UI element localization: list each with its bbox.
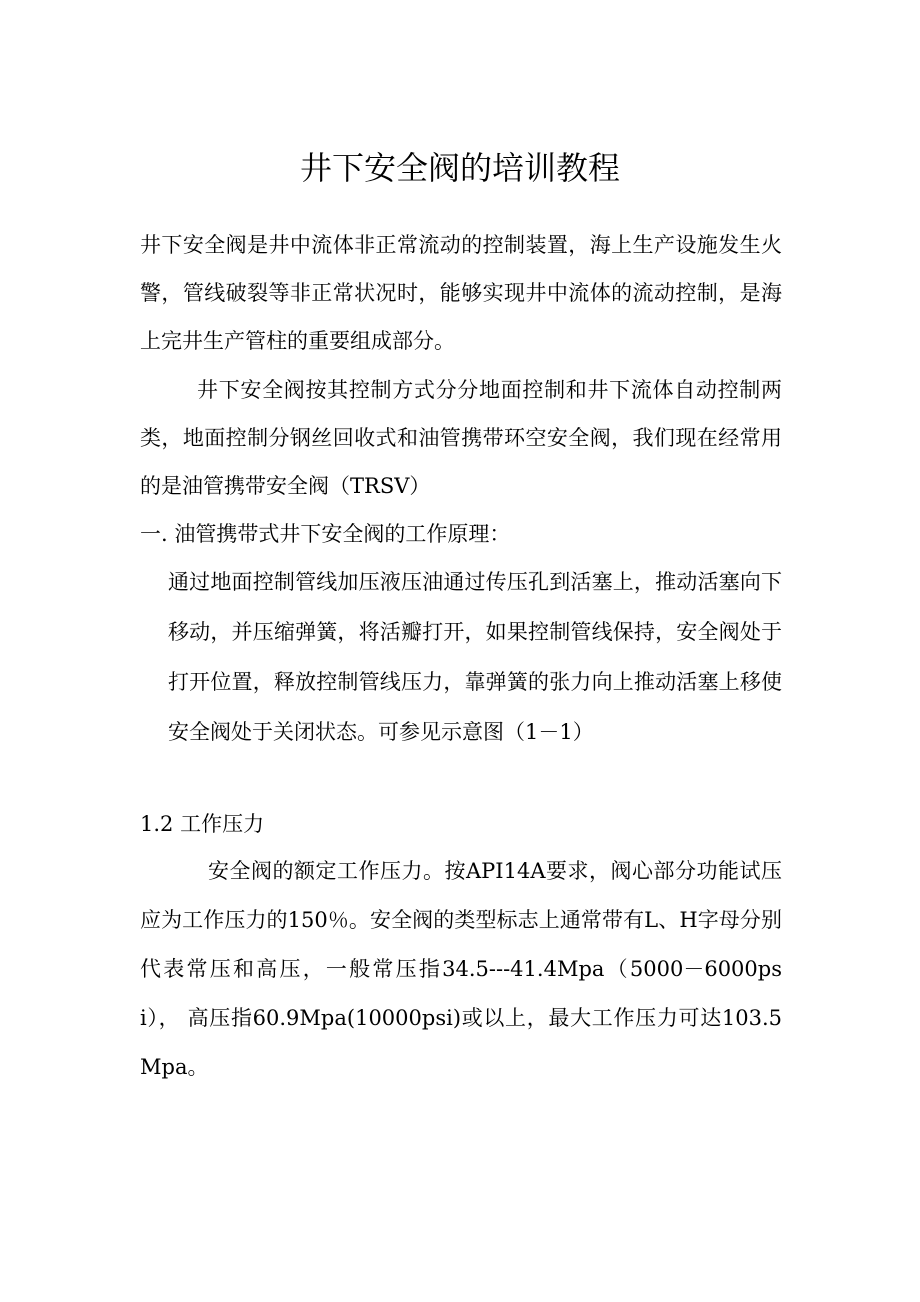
section-1-2-body: 安全阀的额定工作压力。按API14A要求，阀心部分功能试压应为工作压力的150％。安全阀的类型标志上通常带有L、H字母分别代表常压和高压，一般常压指34.5---41.4Mpa（5000－6000psi）， 高压指60.9Mpa(10000psi)或以上，最大工作压力可达103.5Mpa。	[140, 859, 782, 1079]
page-title: 井下安全阀的培训教程	[299, 149, 620, 187]
classification-paragraph: 井下安全阀按其控制方式分分地面控制和井下流体自动控制两类，地面控制分钢丝回收式和油管携带环空安全阀，我们现在经常用的是油管携带安全阀（TRSV）	[140, 378, 782, 498]
section-1-heading: 一. 油管携带式井下安全阀的工作原理：	[140, 522, 511, 546]
intro-paragraph: 井下安全阀是井中流体非正常流动的控制装置，海上生产设施发生火警，管线破裂等非正常状况时，能够实现井中流体的流动控制，是海上完井生产管柱的重要组成部分。	[140, 233, 782, 353]
section-1-2-heading: 1.2 工作压力	[140, 812, 265, 836]
section-1-body: 通过地面控制管线加压液压油通过传压孔到活塞上，推动活塞向下移动，并压缩弹簧，将活瓣打开，如果控制管线保持，安全阀处于打开位置，释放控制管线压力，靠弹簧的张力向上推动活塞上移使安全阀处于关闭状态。可参见示意图（1－1）	[168, 570, 782, 744]
